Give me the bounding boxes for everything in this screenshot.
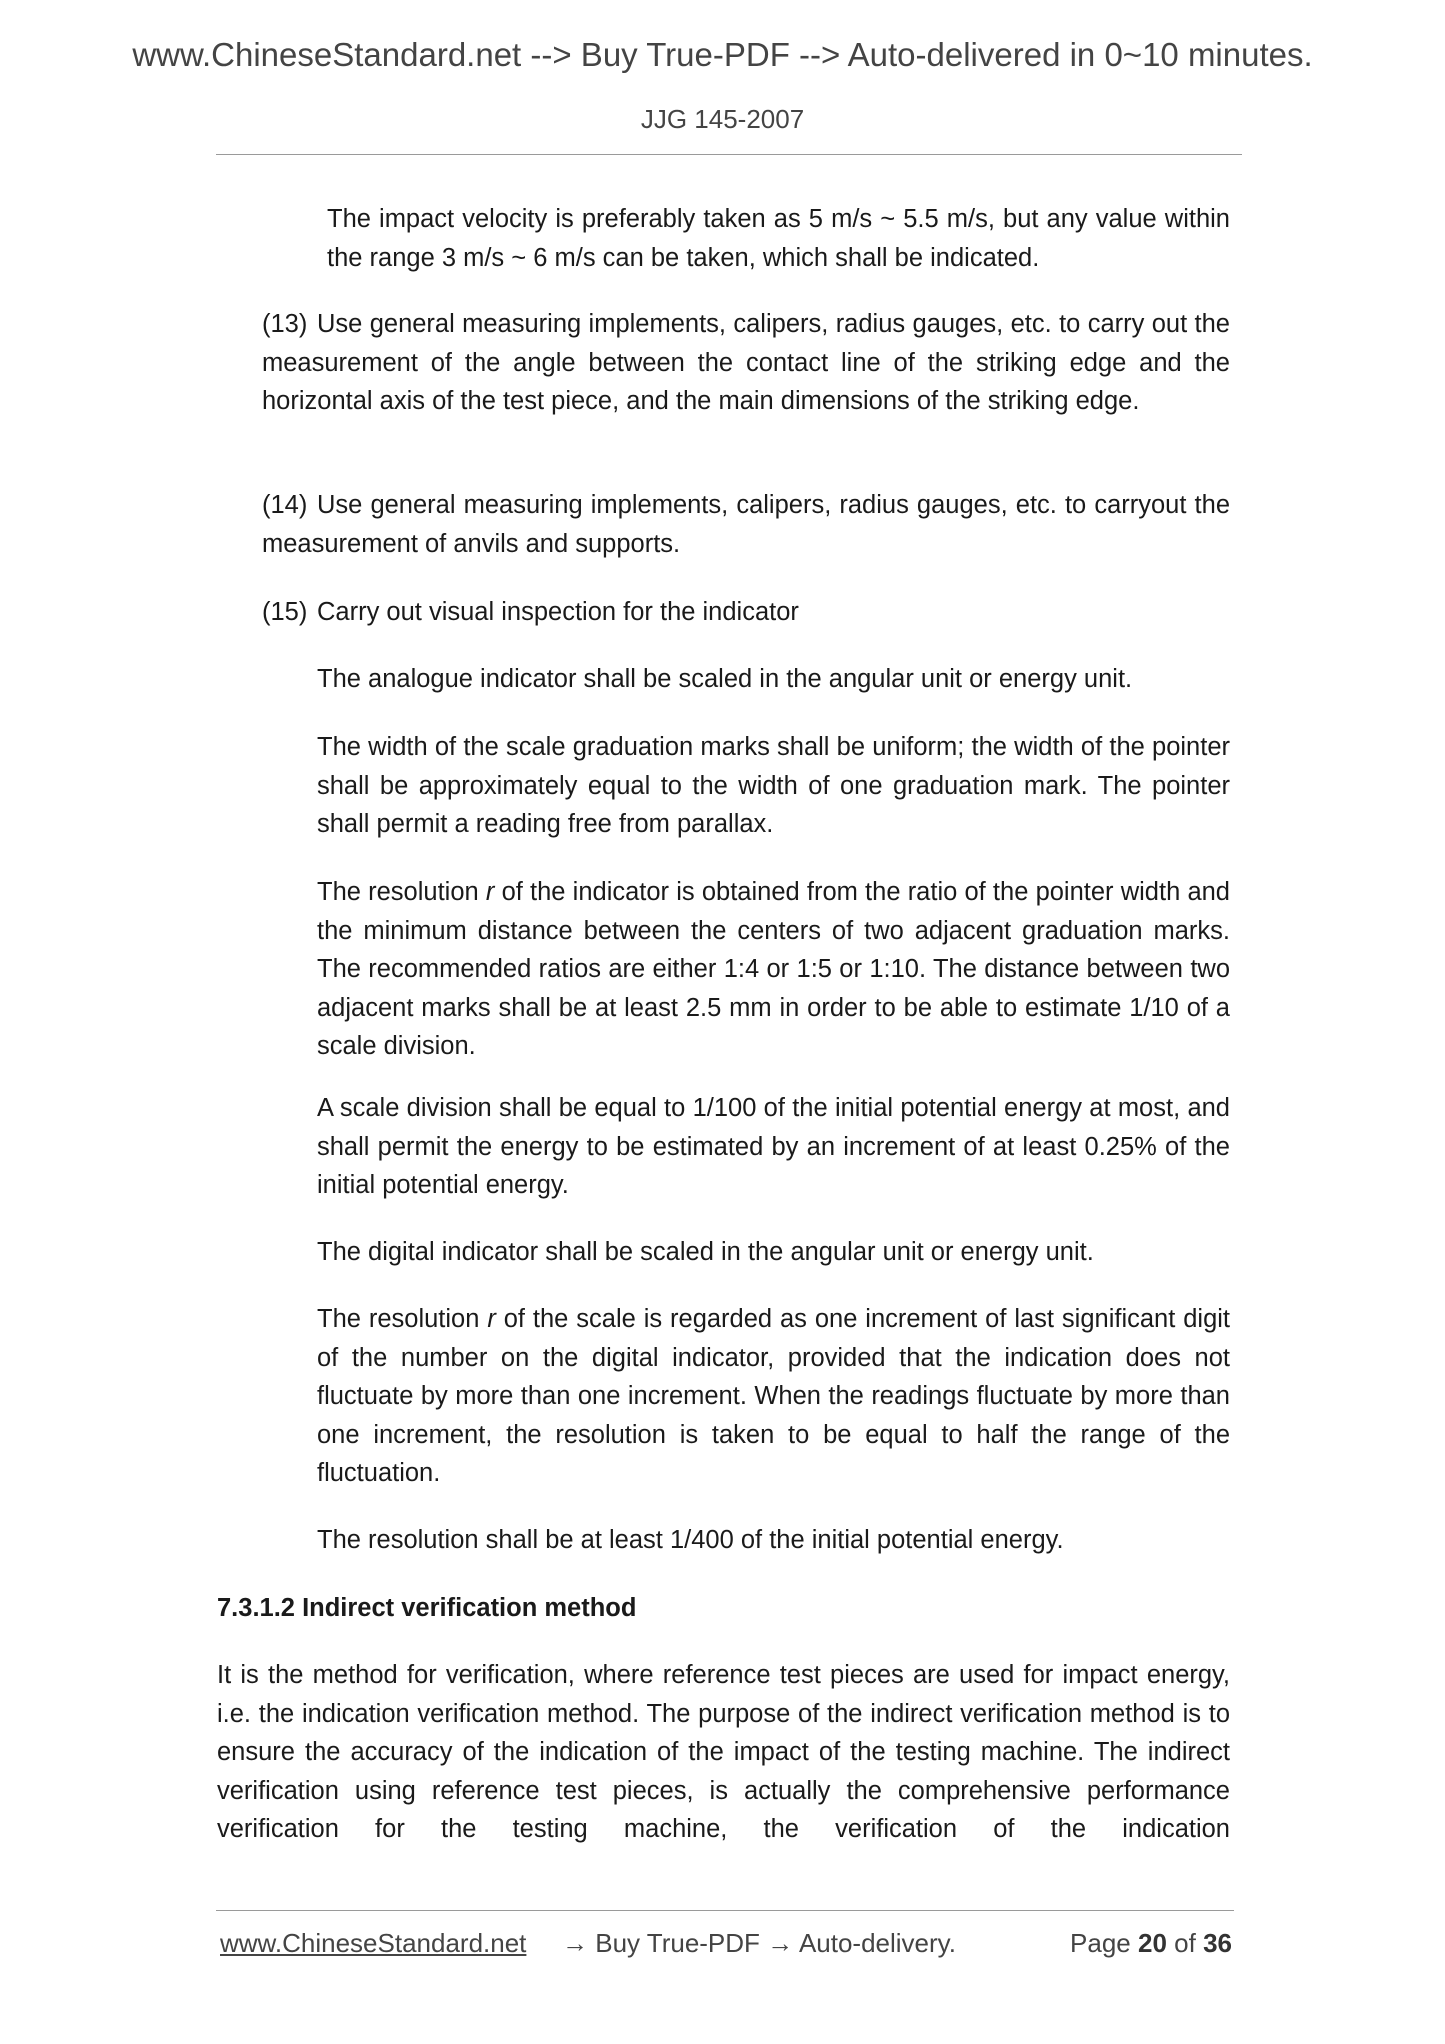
site-banner: www.ChineseStandard.net --> Buy True-PDF --> Auto-delivered in 0~10 minutes.	[132, 36, 1313, 73]
text-run: The resolution	[317, 878, 486, 906]
list-item-number: (15)	[262, 598, 308, 626]
standard-code: JJG 145-2007	[640, 104, 805, 134]
paragraph-scale-division: A scale division shall be equal to 1/100 of the initial potential energy at most, and shall permit the energy to be estimated by an increment of at least 0.25% of the initial potential energy.	[317, 1094, 1230, 1199]
page-total: 36	[1203, 1928, 1232, 1958]
paragraph-resolution-digital	[317, 1300, 1230, 1493]
page-of: of	[1174, 1928, 1196, 1958]
paragraph-graduation-width: The width of the scale graduation marks shall be uniform; the width of the pointer shall be approximately equal to the width of one graduation mark. The pointer shall permit a reading free from parallax.	[317, 733, 1230, 838]
list-item-14	[262, 486, 1230, 563]
list-item-text: Use general measuring implements, calipers, radius gauges, etc. to carry out the measurement of the angle between the contact line of the striking edge and the horizontal axis of the test piece, and the main dimensions of the striking edge.	[262, 310, 1230, 415]
footer-divider	[216, 1910, 1234, 1911]
text-run: of the indicator is obtained from the ratio of the pointer width and the minimum distance between the centers of two adjacent graduation marks. The recommended ratios are either 1:4 or 1:5 or 1:10. The distance between two adjacent marks shall be at least 2.5 mm in order to be able to estimate 1/10 of a scale division.	[317, 878, 1230, 1060]
paragraph-resolution-analogue	[317, 873, 1230, 1066]
page-current: 20	[1138, 1928, 1167, 1958]
paragraph-digital-indicator: The digital indicator shall be scaled in the angular unit or energy unit.	[317, 1238, 1094, 1266]
variable-r: r	[485, 878, 495, 906]
text-run: The resolution	[317, 1305, 488, 1333]
list-item-number: (14)	[262, 491, 308, 519]
page-indicator	[1070, 1928, 1232, 1959]
list-item-15	[262, 593, 1230, 632]
list-item-text: Carry out visual inspection for the indicator	[317, 598, 799, 626]
footer-site-link[interactable]: www.ChineseStandard.net	[220, 1928, 527, 1958]
text-run: of the scale is regarded as one increment of last significant digit of the number on the digital indicator, provided that the indication does not fluctuate by more than one increment. When the readings fluctuate by more than one increment, the resolution is taken to be equal to half the range of the fluctuation.	[317, 1305, 1230, 1487]
paragraph-indirect-verification: It is the method for verification, where reference test pieces are used for impact energy, i.e. the indication verification method. The purpose of the indirect verification method is to ensure the accuracy of the indication of the impact of the testing machine. The indirect verification using reference test pieces, is actually the comprehensive performance verification for the testing machine, the verification of the indication	[217, 1661, 1230, 1843]
paragraph-impact-velocity: The impact velocity is preferably taken as 5 m/s ~ 5.5 m/s, but any value within the range 3 m/s ~ 6 m/s can be taken, which shall be indicated.	[327, 205, 1230, 272]
header-divider	[216, 154, 1242, 155]
footer-tagline: → Buy True-PDF → Auto-delivery.	[562, 1928, 956, 1958]
list-item-text: Use general measuring implements, calipers, radius gauges, etc. to carryout the measurement of anvils and supports.	[262, 491, 1230, 558]
list-item-number: (13)	[262, 310, 308, 338]
page-label: Page	[1070, 1928, 1131, 1958]
paragraph-analogue-indicator: The analogue indicator shall be scaled in the angular unit or energy unit.	[317, 665, 1133, 693]
variable-r: r	[487, 1305, 496, 1333]
section-heading-7312: 7.3.1.2 Indirect verification method	[217, 1594, 637, 1622]
paragraph-resolution-minimum: The resolution shall be at least 1/400 of the initial potential energy.	[317, 1526, 1064, 1554]
list-item-13	[262, 305, 1230, 421]
